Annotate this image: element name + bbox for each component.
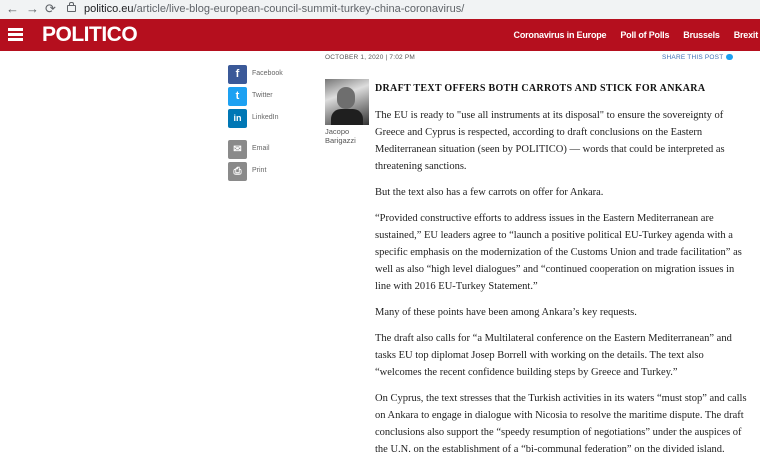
nav-link-coronavirus[interactable]: Coronavirus in Europe [513,30,607,40]
author-name[interactable] [325,127,375,145]
twitter-bird-icon [726,54,733,60]
share-label: Facebook [252,70,283,77]
article-paragraph: The draft also calls for “a Multilateral conference on the Eastern Mediterranean” and tasks EU top diplomat Josep Borrell with working on the details. The text also “welcomes the recent confidence building steps by Greece and Turkey.” [375,333,732,378]
facebook-icon: f [228,65,247,84]
post-headline: DRAFT TEXT OFFERS BOTH CARROTS AND STICK FOR ANKARA [375,83,706,94]
forward-arrow-icon[interactable]: → [26,1,39,16]
nav-link-brexit[interactable]: Brexit [733,30,758,40]
lock-icon [67,5,76,12]
article-paragraph: The EU is ready to "use all instruments at its disposal" to ensure the sovereignty of Greece and Cyprus is respected, according to draft conclusions on the Eastern Mediterranean situation (seen by POLITICO) — words that could be interpreted as threatening sanctions. [375,110,725,172]
nav-link-brussels[interactable]: Brussels [683,30,720,40]
top-nav [514,19,760,51]
article-body [375,107,747,467]
article-paragraph: On Cyprus, the text stresses that the Turkish activities in its waters “must stop” and calls on Ankara to engage in dialogue with Nicosia to resolve the maritime dispute. The draft conclusions also support the “speedy resumption of negotiations” under the auspices of the U.N. on the establishment of a “bi-communal federation” on the divided island. [375,393,747,455]
url-path: /article/live-blog-european-council-summit-turkey-china-coronavirus/ [133,3,465,15]
email-icon: ✉ [228,140,247,159]
linkedin-icon: in [228,109,247,128]
post-timestamp: OCTOBER 1, 2020 | 7:02 PM [325,54,416,61]
browser-toolbar [0,0,760,20]
menu-icon[interactable] [8,28,23,41]
share-label: Email [252,145,270,152]
back-arrow-icon[interactable]: ← [6,1,19,16]
article-paragraph: But the text also has a few carrots on offer for Ankara. [375,187,604,198]
twitter-icon: t [228,87,247,106]
share-label: LinkedIn [252,114,279,121]
author-avatar[interactable] [325,79,369,125]
share-label: Twitter [252,92,273,99]
nav-link-poll-of-polls[interactable]: Poll of Polls [620,30,670,40]
article-paragraph: “Provided constructive efforts to address issues in the Eastern Mediterranean are sustained,” EU leaders agree to “launch a positive political EU-Turkey agenda with a specific emphasis on the modernization of the Customs Union and trade facilitation” as well as also “high level dialogues” and “continued cooperation on migration issues in line with 2016 EU-Turkey Statement.” [375,213,742,292]
politico-logo[interactable]: POLITICO [42,23,138,46]
article-paragraph: Many of these points have been among Ankara’s key requests. [375,307,637,318]
share-this-label: SHARE THIS POST [662,54,724,61]
address-bar[interactable] [84,2,464,16]
reload-icon[interactable]: ⟳ [45,1,56,16]
url-domain: politico.eu [84,3,134,15]
site-header [0,19,760,51]
share-label: Print [252,167,267,174]
author-last-name: Barigazzi [325,136,356,145]
print-icon: ⎙ [228,162,247,181]
share-this-post-link[interactable] [662,54,733,61]
author-first-name: Jacopo [325,127,350,136]
